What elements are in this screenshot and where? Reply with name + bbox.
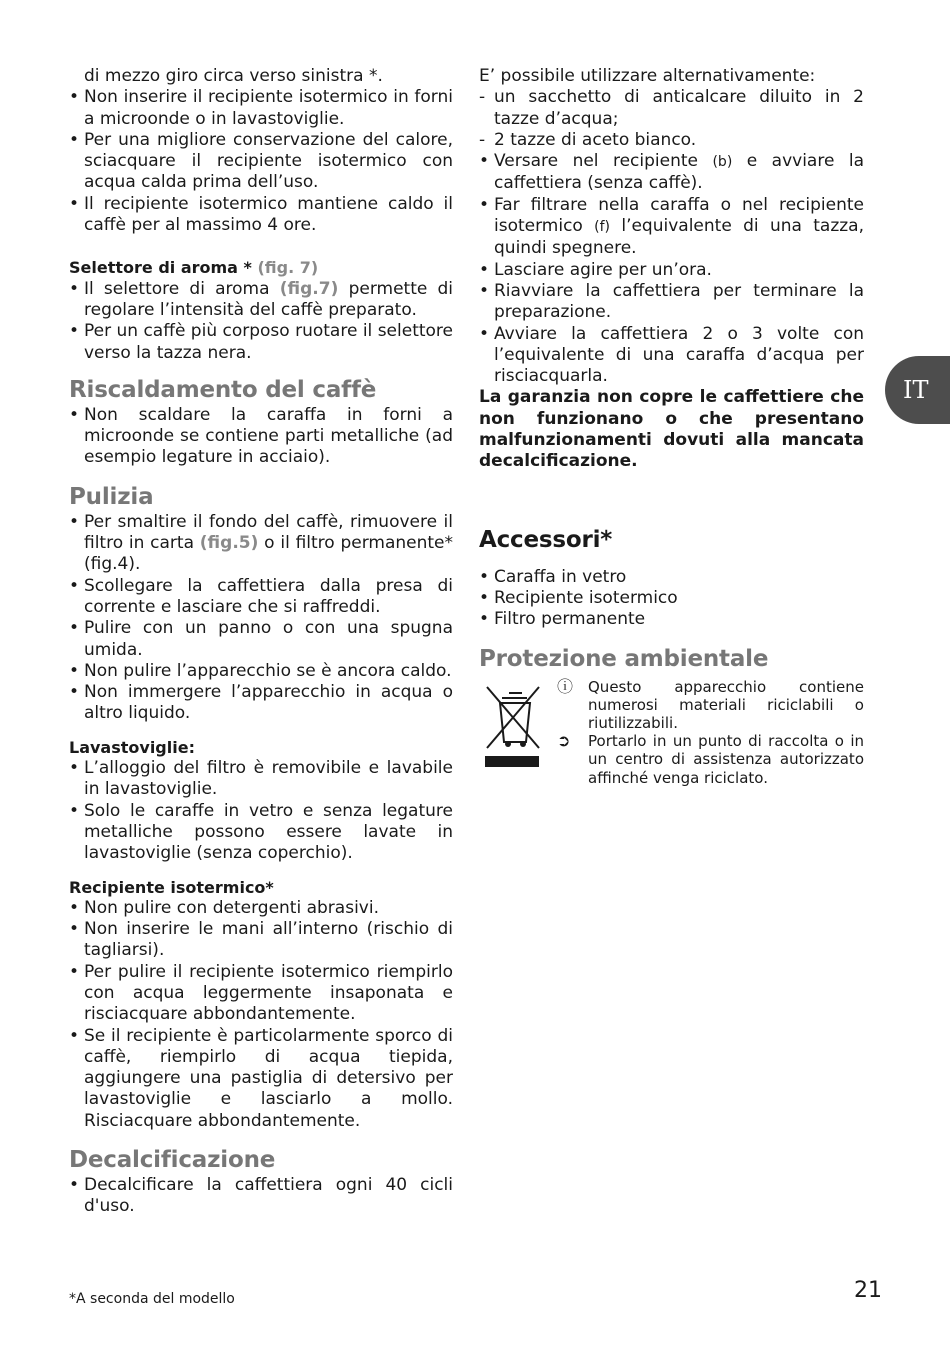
footnote: *A seconda del modello bbox=[69, 1291, 235, 1307]
right-column bbox=[479, 66, 864, 788]
list-item bbox=[69, 279, 453, 322]
list-item: • Caraffa in vetro bbox=[479, 567, 864, 588]
pour-pre: Versare nel recipiente bbox=[494, 151, 698, 172]
environment-info-text: Questo apparecchio contiene numerosi materiali riciclabili o riutilizzabili. bbox=[588, 677, 864, 732]
clean-list bbox=[69, 512, 453, 725]
clean-b1-post: o il filtro permanente* (fig.4). bbox=[84, 533, 453, 575]
alternatives-list bbox=[479, 87, 864, 151]
crossed-bin-icon bbox=[485, 684, 543, 770]
list-item bbox=[69, 512, 453, 576]
dishwasher-list bbox=[69, 758, 453, 864]
heat-list bbox=[69, 405, 453, 469]
pour-post: e avviare la caffettiera (senza caffè). bbox=[494, 151, 865, 194]
list-item: • Scollegare la caffettiera dalla presa di corrente e lasciare che si raffreddi. bbox=[69, 576, 453, 619]
list-item: • Non immergere l’apparecchio in acqua o altro liquido. bbox=[69, 682, 453, 725]
list-item bbox=[479, 151, 864, 195]
list-item bbox=[479, 195, 864, 260]
list-item: • Solo le caraffe in vetro e senza legature metalliche possono essere lavate in lavastoviglie (senza coperchio). bbox=[69, 801, 453, 865]
list-item: • Se il recipiente è particolarmente sporco di caffè, riempirlo di acqua tiepida, aggiungere una pastiglia di detersivo per lavastoviglie e lasciarlo a mollo. Risciacquare abbondantemente. bbox=[69, 1026, 453, 1132]
decalcification-heading: Decalcificazione bbox=[69, 1147, 276, 1174]
aroma-fig-ref: (fig. 7) bbox=[257, 258, 319, 278]
list-item: - un sacchetto di anticalcare diluito in 2 tazze d’acqua; bbox=[479, 87, 864, 130]
clean-b1-fig: (fig.5) bbox=[199, 533, 259, 554]
aroma-heading bbox=[69, 257, 453, 278]
list-item: • Non inserire il recipiente isotermico in forni a microonde o in lavastoviglie. bbox=[69, 87, 453, 130]
environment-heading: Protezione ambientale bbox=[479, 645, 769, 672]
environment-text bbox=[557, 678, 864, 787]
aroma-b1-post: permette di regolare l’intensità del caffè preparato. bbox=[84, 278, 454, 320]
environment-info bbox=[557, 678, 864, 733]
filter-post: l’equivalente di una tazza, quindi spegnere. bbox=[494, 216, 864, 259]
isothermal-list bbox=[69, 898, 453, 1132]
filter-pre: Far filtrare nella caraffa o nel recipiente isotermico bbox=[494, 194, 864, 237]
dishwasher-heading: Lavastoviglie: bbox=[69, 737, 195, 757]
list-item: • Non pulire l’apparecchio se è ancora caldo. bbox=[69, 661, 453, 682]
decalcification-list bbox=[69, 1175, 453, 1218]
list-item: • Lasciare agire per un’ora. bbox=[479, 260, 864, 281]
intro-continuation: di mezzo giro circa verso sinistra *. bbox=[84, 66, 383, 86]
list-item: • L’alloggio del filtro è removibile e lavabile in lavastoviglie. bbox=[69, 758, 453, 801]
aroma-heading-text: Selettore di aroma * bbox=[69, 258, 252, 278]
list-item: • Pulire con un panno o con una spugna umida. bbox=[69, 618, 453, 661]
list-item: • Non pulire con detergenti abrasivi. bbox=[69, 898, 453, 919]
list-item: • Per un caffè più corposo ruotare il selettore verso la tazza nera. bbox=[69, 321, 453, 364]
environment-block bbox=[479, 678, 864, 788]
environment-action-text: Portarlo in un punto di raccolta o in un centro di assistenza autorizzato affinché venga riciclato. bbox=[588, 732, 864, 787]
aroma-b1-fig: (fig.7) bbox=[279, 278, 339, 299]
list-item: - 2 tazze di aceto bianco. bbox=[479, 130, 864, 151]
accessories-heading: Accessori* bbox=[479, 526, 613, 553]
page-number: 21 bbox=[854, 1278, 882, 1303]
list-item: • Riavviare la caffettiera per terminare la preparazione. bbox=[479, 281, 864, 324]
clean-heading: Pulizia bbox=[69, 483, 154, 510]
isothermal-heading: Recipiente isotermico* bbox=[69, 877, 274, 897]
list-item: • Per pulire il recipiente isotermico riempirlo con acqua leggermente insaponata e risciacquare abbondantemente. bbox=[69, 962, 453, 1026]
info-icon: ⓘ bbox=[557, 676, 574, 696]
arrow-icon: ➲ bbox=[557, 731, 571, 751]
list-item: • Non scaldare la caraffa in forni a microonde se contiene parti metalliche (ad esempio legature in acciaio). bbox=[69, 405, 453, 469]
alternatives-intro: E’ possibile utilizzare alternativamente: bbox=[479, 66, 816, 86]
list-item: • Filtro permanente bbox=[479, 609, 864, 630]
list-item: • Non inserire le mani all’interno (rischio di tagliarsi). bbox=[69, 919, 453, 962]
clean-b1-pre: Per smaltire il fondo del caffè, rimuovere il filtro in carta bbox=[84, 511, 453, 554]
pour-ref: (b) bbox=[712, 154, 733, 171]
warranty-note: La garanzia non copre le caffettiere che non funzionano o che presentano malfunzionamenti dovuti alla mancata decalcificazione. bbox=[479, 387, 864, 472]
list-item: • Decalcificare la caffettiera ogni 40 cicli d'uso. bbox=[69, 1175, 453, 1218]
left-column bbox=[69, 66, 453, 1218]
aroma-list bbox=[69, 279, 453, 364]
intro-list bbox=[69, 87, 453, 236]
environment-action bbox=[557, 732, 864, 787]
list-item: • Avviare la caffettiera 2 o 3 volte con l’equivalente di una caraffa d’acqua per risciacquarla. bbox=[479, 324, 864, 388]
heat-heading: Riscaldamento del caffè bbox=[69, 376, 377, 403]
language-tab bbox=[885, 356, 950, 424]
steps-list bbox=[479, 151, 864, 387]
list-item: • Il recipiente isotermico mantiene caldo il caffè per al massimo 4 ore. bbox=[69, 194, 453, 237]
list-item: • Per una migliore conservazione del calore, sciacquare il recipiente isotermico con acqua calda prima dell’uso. bbox=[69, 130, 453, 194]
list-item: • Recipiente isotermico bbox=[479, 588, 864, 609]
language-tab-label: IT bbox=[903, 376, 929, 404]
aroma-b1-pre: Il selettore di aroma bbox=[84, 278, 270, 299]
accessories-list bbox=[479, 567, 864, 631]
filter-ref: (f) bbox=[594, 219, 611, 236]
